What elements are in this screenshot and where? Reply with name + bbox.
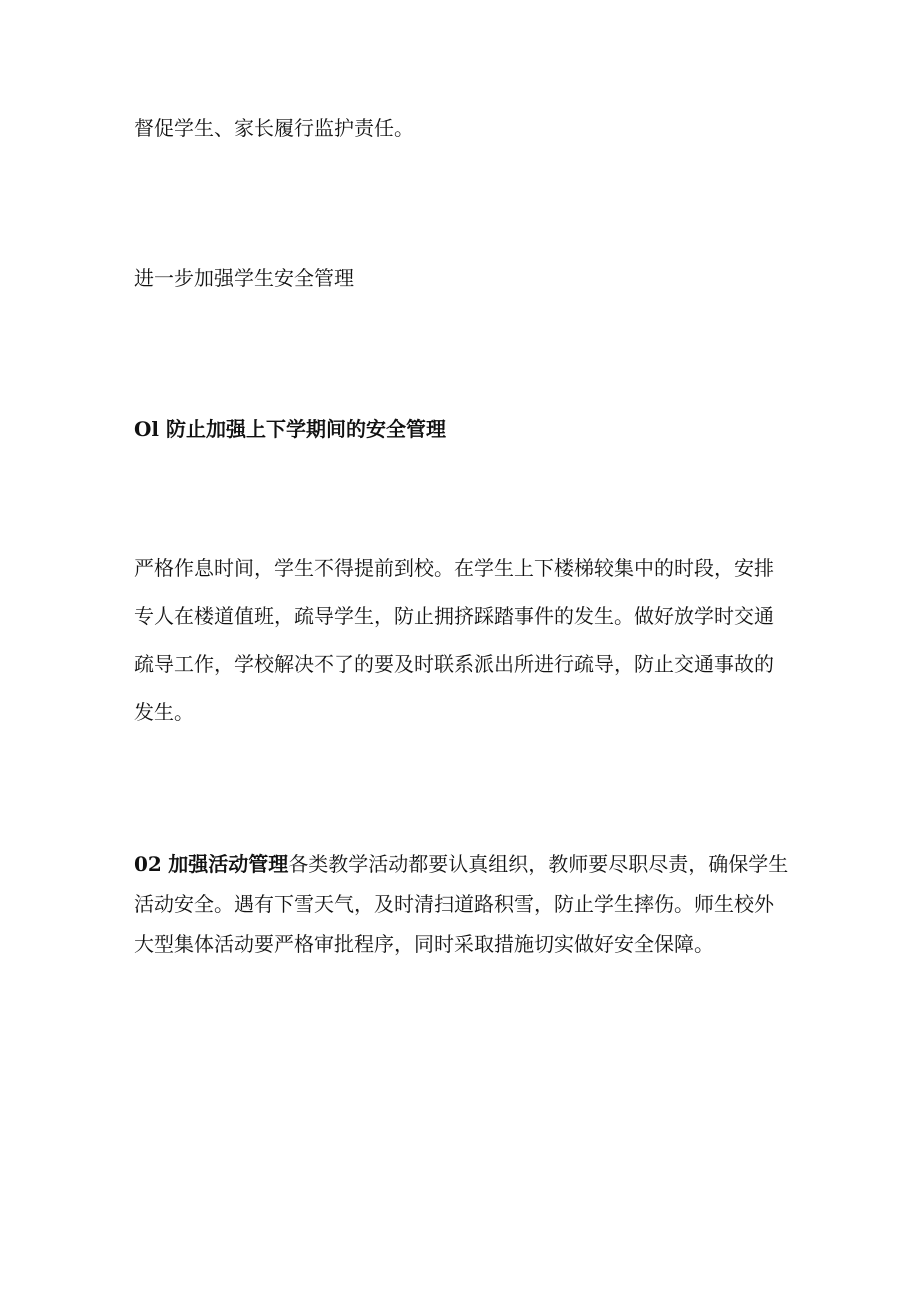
activity-number: 02	[134, 852, 162, 876]
section-title-text: 进一步加强学生安全管理	[134, 266, 354, 290]
heading-text: 防止加强上下学期间的安全管理	[166, 417, 446, 441]
paragraph-text: 督促学生、家长履行监护责任。	[134, 116, 414, 140]
paragraph-line: 大型集体活动要严格审批程序，同时采取措施切实做好安全保障。	[134, 932, 714, 956]
heading-commute-safety	[134, 417, 794, 441]
activity-heading: 加强活动管理	[168, 852, 289, 876]
paragraph-line: 专人在楼道值班，疏导学生，防止拥挤踩踏事件的发生。做好放学时交通	[134, 604, 774, 628]
paragraph-line: 疏导工作，学校解决不了的要及时联系派出所进行疏导，防止交通事故的	[134, 652, 774, 676]
paragraph-commute	[134, 556, 794, 748]
section-title-safety	[134, 266, 794, 290]
paragraph-line: 02 加强活动管理各类教学活动都要认真组织，教师要尽职尽责，确保学生	[134, 852, 789, 876]
paragraph-activity	[134, 852, 794, 972]
paragraph-line: 严格作息时间，学生不得提前到校。在学生上下楼梯较集中的时段，安排	[134, 556, 774, 580]
paragraph-line: 活动安全。遇有下雪天气，及时清扫道路积雪，防止学生摔伤。师生校外	[134, 892, 774, 916]
heading-number: Ol	[134, 417, 160, 441]
paragraph-guardianship	[134, 116, 794, 140]
paragraph-line: 发生。	[134, 700, 194, 724]
